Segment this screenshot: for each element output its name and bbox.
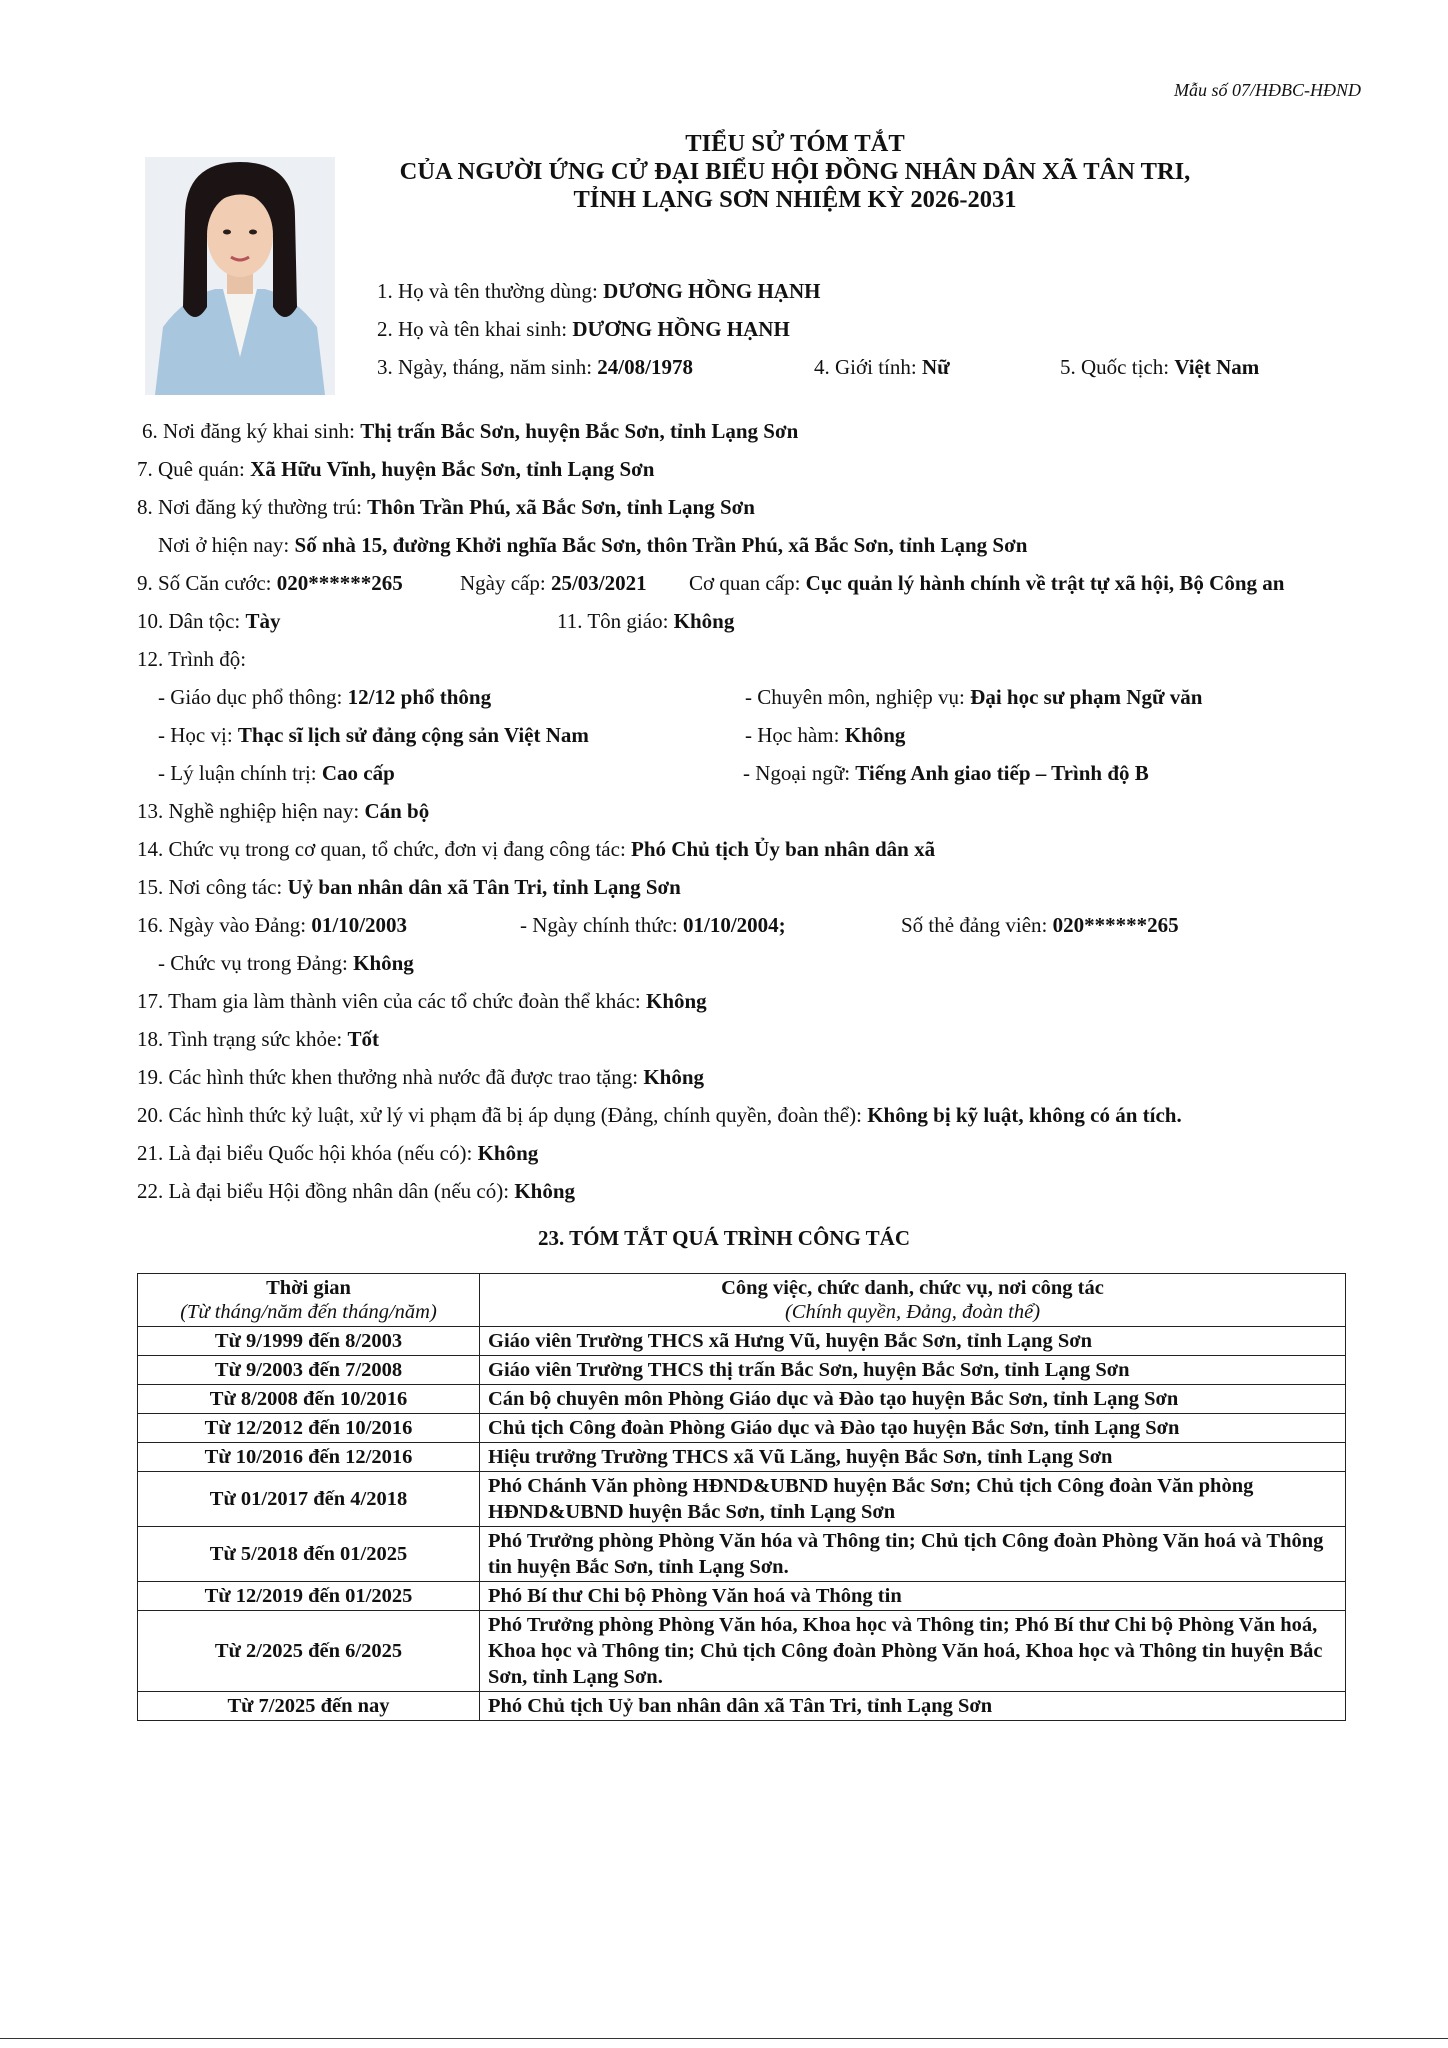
field-id-number: 9. Số Căn cước: 020******265 — [137, 571, 403, 595]
career-description: Chủ tịch Công đoàn Phòng Giáo dục và Đào tạo huyện Bắc Sơn, tỉnh Lạng Sơn — [480, 1414, 1346, 1443]
table-row — [138, 1582, 1346, 1611]
career-time: Từ 12/2019 đến 01/2025 — [138, 1582, 480, 1611]
career-time: Từ 5/2018 đến 01/2025 — [138, 1527, 480, 1582]
field-id-agency: Cơ quan cấp: Cục quản lý hành chính về trật tự xã hội, Bộ Công an — [689, 571, 1285, 595]
title-line-2: CỦA NGƯỜI ỨNG CỬ ĐẠI BIỂU HỘI ĐỒNG NHÂN DÂN XÃ TÂN TRI, — [399, 158, 1191, 185]
field-education-row-3 — [158, 760, 1358, 786]
career-table-header — [138, 1274, 1346, 1327]
field-permanent-residence: 8. Nơi đăng ký thường trú: Thôn Trần Phú, xã Bắc Sơn, tỉnh Lạng Sơn — [137, 495, 755, 519]
field-party-position: - Chức vụ trong Đảng: Không — [158, 951, 414, 975]
field-gender: 4. Giới tính: Nữ — [814, 355, 950, 379]
career-description: Cán bộ chuyên môn Phòng Giáo dục và Đào tạo huyện Bắc Sơn, tỉnh Lạng Sơn — [480, 1385, 1346, 1414]
field-id-issue-date: Ngày cấp: 25/03/2021 — [460, 571, 647, 595]
document-title — [330, 130, 1260, 214]
common-name-value: DƯƠNG HỒNG HẠNH — [603, 279, 821, 303]
field-academic-degree: - Học vị: Thạc sĩ lịch sử đảng cộng sản Việt Nam — [158, 723, 589, 747]
page-bottom-divider — [0, 2038, 1448, 2039]
career-description: Phó Trưởng phòng Phòng Văn hóa, Khoa học và Thông tin; Phó Bí thư Chi bộ Phòng Văn hoá, Khoa học và Thông tin; Chủ tịch Công đoàn Phòng Văn hoá, Khoa học và Thông tin huyện Bắc Sơn, tỉnh Lạng Sơn. — [480, 1611, 1346, 1692]
table-row — [138, 1692, 1346, 1721]
field-nationality: 5. Quốc tịch: Việt Nam — [1060, 355, 1260, 379]
career-description: Giáo viên Trường THCS thị trấn Bắc Sơn, huyện Bắc Sơn, tỉnh Lạng Sơn — [480, 1356, 1346, 1385]
field-council-delegate: 22. Là đại biểu Hội đồng nhân dân (nếu có): Không — [137, 1179, 576, 1203]
field-birth-name: 2. Họ và tên khai sinh: DƯƠNG HỒNG HẠNH — [377, 317, 790, 341]
career-table — [137, 1273, 1346, 1721]
field-political-theory: - Lý luận chính trị: Cao cấp — [158, 761, 395, 785]
table-row — [138, 1414, 1346, 1443]
title-line-3: TỈNH LẠNG SƠN NHIỆM KỲ 2026-2031 — [573, 186, 1017, 213]
table-row — [138, 1356, 1346, 1385]
field-general-education: - Giáo dục phổ thông: 12/12 phổ thông — [158, 685, 492, 709]
field-occupation: 13. Nghề nghiệp hiện nay: Cán bộ — [137, 799, 430, 823]
field-education-row-2 — [158, 722, 1358, 748]
table-row — [138, 1611, 1346, 1692]
career-time: Từ 12/2012 đến 10/2016 — [138, 1414, 480, 1443]
field-health-status: 18. Tình trạng sức khỏe: Tốt — [137, 1027, 379, 1051]
career-description: Phó Trưởng phòng Phòng Văn hóa và Thông tin; Chủ tịch Công đoàn Phòng Văn hoá và Thông tin huyện Bắc Sơn, tỉnh Lạng Sơn. — [480, 1527, 1346, 1582]
career-time: Từ 9/2003 đến 7/2008 — [138, 1356, 480, 1385]
portrait-illustration — [145, 157, 335, 395]
field-national-assembly-delegate: 21. Là đại biểu Quốc hội khóa (nếu có): Không — [137, 1141, 539, 1165]
field-party-card-number: Số thẻ đảng viên: 020******265 — [901, 913, 1179, 937]
field-birth-registration: 6. Nơi đăng ký khai sinh: Thị trấn Bắc Sơn, huyện Bắc Sơn, tỉnh Lạng Sơn — [142, 419, 799, 443]
field-birth-info-row — [377, 354, 1327, 380]
field-party-official-date: - Ngày chính thức: 01/10/2004; — [520, 913, 786, 937]
field-common-name: 1. Họ và tên thường dùng: DƯƠNG HỒNG HẠNH — [377, 279, 821, 303]
field-birth-date: 3. Ngày, tháng, năm sinh: 24/08/1978 — [377, 355, 693, 379]
field-party-join-date: 16. Ngày vào Đảng: 01/10/2003 — [137, 913, 408, 937]
career-time: Từ 2/2025 đến 6/2025 — [138, 1611, 480, 1692]
career-time: Từ 01/2017 đến 4/2018 — [138, 1472, 480, 1527]
table-row — [138, 1527, 1346, 1582]
career-time: Từ 10/2016 đến 12/2016 — [138, 1443, 480, 1472]
time-column-header: Thời gian (Từ tháng/năm đến tháng/năm) — [138, 1274, 480, 1327]
field-id-row — [137, 570, 1357, 596]
career-description: Hiệu trưởng Trường THCS xã Vũ Lăng, huyện Bắc Sơn, tỉnh Lạng Sơn — [480, 1443, 1346, 1472]
career-time: Từ 9/1999 đến 8/2003 — [138, 1327, 480, 1356]
field-education-heading: 12. Trình độ: — [137, 647, 247, 671]
table-row — [138, 1472, 1346, 1527]
field-ethnicity: 10. Dân tộc: Tày — [137, 609, 281, 633]
field-party-row — [137, 912, 1337, 938]
field-specialization: - Chuyên môn, nghiệp vụ: Đại học sư phạm Ngữ văn — [745, 685, 1203, 709]
career-section-title: 23. TÓM TẮT QUÁ TRÌNH CÔNG TÁC — [537, 1226, 911, 1250]
field-foreign-language: - Ngoại ngữ: Tiếng Anh giao tiếp – Trình độ B — [743, 761, 1149, 785]
career-description: Phó Chánh Văn phòng HĐND&UBND huyện Bắc Sơn; Chủ tịch Công đoàn Văn phòng HĐND&UBND huyện Bắc Sơn, tỉnh Lạng Sơn — [480, 1472, 1346, 1527]
field-education-row-1 — [158, 684, 1358, 710]
field-academic-title: - Học hàm: Không — [745, 723, 906, 747]
birth-name-value: DƯƠNG HỒNG HẠNH — [572, 317, 790, 341]
field-disciplinary-actions: 20. Các hình thức kỷ luật, xử lý vi phạm đã bị áp dụng (Đảng, chính quyền, đoàn thể): Không bị kỹ luật, không có án tích. — [137, 1103, 1182, 1127]
field-position: 14. Chức vụ trong cơ quan, tổ chức, đơn vị đang công tác: Phó Chủ tịch Ủy ban nhân dân xã — [137, 837, 936, 861]
career-time: Từ 8/2008 đến 10/2016 — [138, 1385, 480, 1414]
field-workplace: 15. Nơi công tác: Uỷ ban nhân dân xã Tân Tri, tỉnh Lạng Sơn — [137, 875, 681, 899]
field-state-awards: 19. Các hình thức khen thưởng nhà nước đã được trao tặng: Không — [137, 1065, 705, 1089]
table-row — [138, 1385, 1346, 1414]
table-row — [138, 1443, 1346, 1472]
form-code: Mẫu số 07/HĐBC-HĐND — [1174, 80, 1361, 100]
field-current-residence: Nơi ở hiện nay: Số nhà 15, đường Khởi nghĩa Bắc Sơn, thôn Trần Phú, xã Bắc Sơn, tỉnh Lạng Sơn — [158, 533, 1028, 557]
job-column-header: Công việc, chức danh, chức vụ, nơi công tác (Chính quyền, Đảng, đoàn thể) — [480, 1274, 1346, 1327]
field-ethnicity-religion-row — [137, 608, 937, 634]
career-description: Phó Chủ tịch Uỷ ban nhân dân xã Tân Tri, tỉnh Lạng Sơn — [480, 1692, 1346, 1721]
career-time: Từ 7/2025 đến nay — [138, 1692, 480, 1721]
table-row — [138, 1327, 1346, 1356]
career-description: Giáo viên Trường THCS xã Hưng Vũ, huyện Bắc Sơn, tỉnh Lạng Sơn — [480, 1327, 1346, 1356]
title-line-1: TIỂU SỬ TÓM TẮT — [685, 130, 905, 157]
career-description: Phó Bí thư Chi bộ Phòng Văn hoá và Thông tin — [480, 1582, 1346, 1611]
field-hometown: 7. Quê quán: Xã Hữu Vĩnh, huyện Bắc Sơn, tỉnh Lạng Sơn — [137, 457, 655, 481]
candidate-portrait-photo — [145, 157, 335, 395]
field-other-organizations: 17. Tham gia làm thành viên của các tổ chức đoàn thể khác: Không — [137, 989, 707, 1013]
field-religion: 11. Tôn giáo: Không — [557, 609, 735, 633]
